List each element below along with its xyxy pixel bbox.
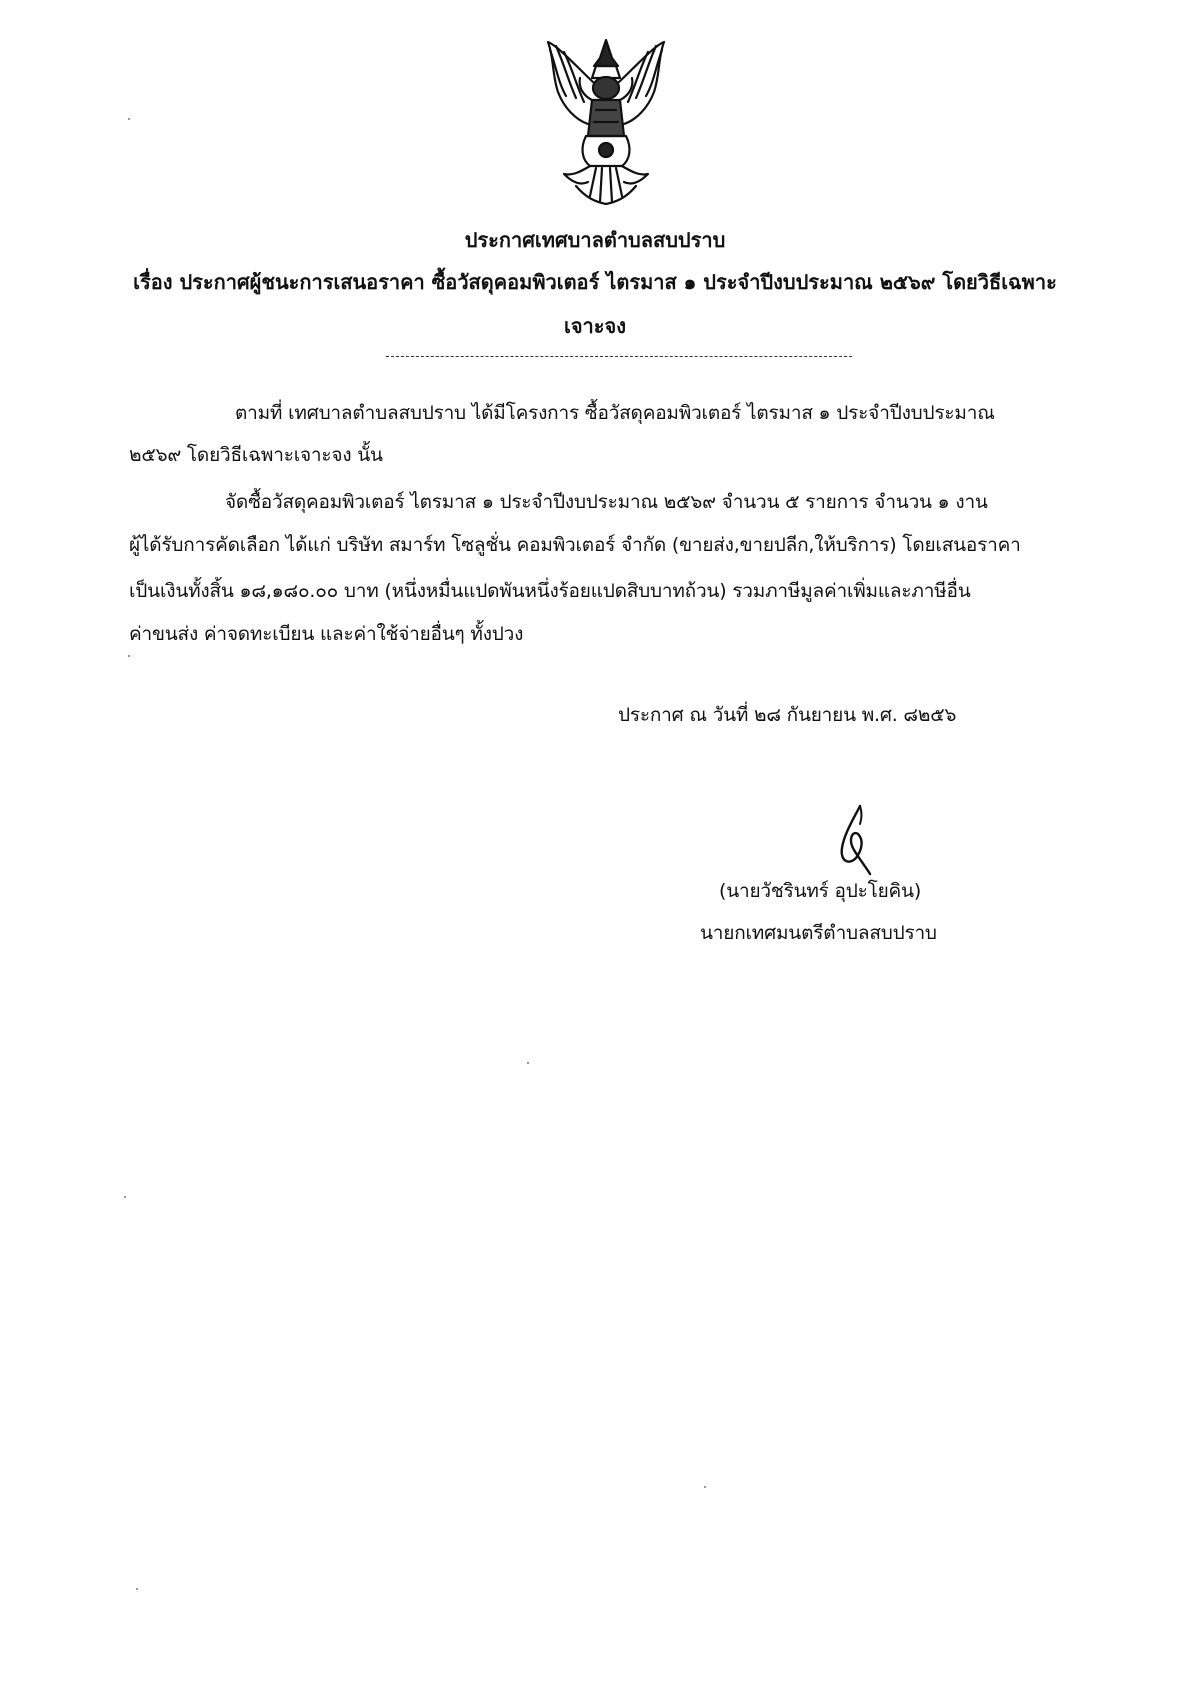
announcement-title: ประกาศเทศบาลตำบลสบปราบ — [464, 228, 726, 252]
garuda-emblem-icon — [536, 36, 676, 208]
subject-line-1: เรื่อง ประกาศผู้ชนะการเสนอราคา ซื้อวัสดุคอมพิวเตอร์ ไตรมาส ๑ ประจำปีงบประมาณ ๒๕๖๙ โดยวิธีเฉพาะ — [133, 270, 1057, 294]
paragraph-2-line-2: ผู้ได้รับการคัดเลือก ได้แก่ บริษัท สมาร์ท โซลูชั่น คอมพิวเตอร์ จำกัด (ขายส่ง,ขายปลีก,ให้บริการ) โดยเสนอราคา — [129, 534, 1021, 556]
paragraph-1-line-1: ตามที่ เทศบาลตำบลสบปราบ ได้มีโครงการ ซื้อวัสดุคอมพิวเตอร์ ไตรมาส ๑ ประจำปีงบประมาณ — [235, 402, 995, 424]
scan-speck — [704, 1486, 706, 1488]
paragraph-2-line-3: เป็นเงินทั้งสิ้น ๑๘,๑๘๐.๐๐ บาท (หนึ่งหมื่นแปดพันหนึ่งร้อยแปดสิบบาทถ้วน) รวมภาษีมูลค่าเพิ่มและภาษีอื่น — [129, 580, 971, 602]
announcement-date: ประกาศ ณ วันที่ ๒๘ กันยายน พ.ศ. ๘๒๕๖ — [618, 704, 957, 726]
scan-speck — [124, 1196, 126, 1198]
paragraph-2-line-4: ค่าขนส่ง ค่าจดทะเบียน และค่าใช้จ่ายอื่นๆ ทั้งปวง — [129, 623, 524, 645]
signatory-name: (นายวัชรินทร์ อุปะโยคิน) — [719, 880, 922, 902]
title-separator — [386, 356, 852, 357]
scan-speck — [136, 1588, 138, 1590]
scan-speck — [527, 1062, 529, 1064]
paragraph-1-line-2: ๒๕๖๙ โดยวิธีเฉพาะเจาะจง นั้น — [129, 444, 383, 466]
subject-line-2: เจาะจง — [563, 314, 626, 338]
scan-speck — [128, 118, 130, 120]
handwritten-signature — [824, 800, 894, 880]
signatory-position: นายกเทศมนตรีตำบลสบปราบ — [700, 922, 937, 944]
paragraph-2-line-1: จัดซื้อวัสดุคอมพิวเตอร์ ไตรมาส ๑ ประจำปีงบประมาณ ๒๕๖๙ จำนวน ๕ รายการ จำนวน ๑ งาน — [225, 491, 988, 513]
scan-speck — [128, 655, 130, 657]
